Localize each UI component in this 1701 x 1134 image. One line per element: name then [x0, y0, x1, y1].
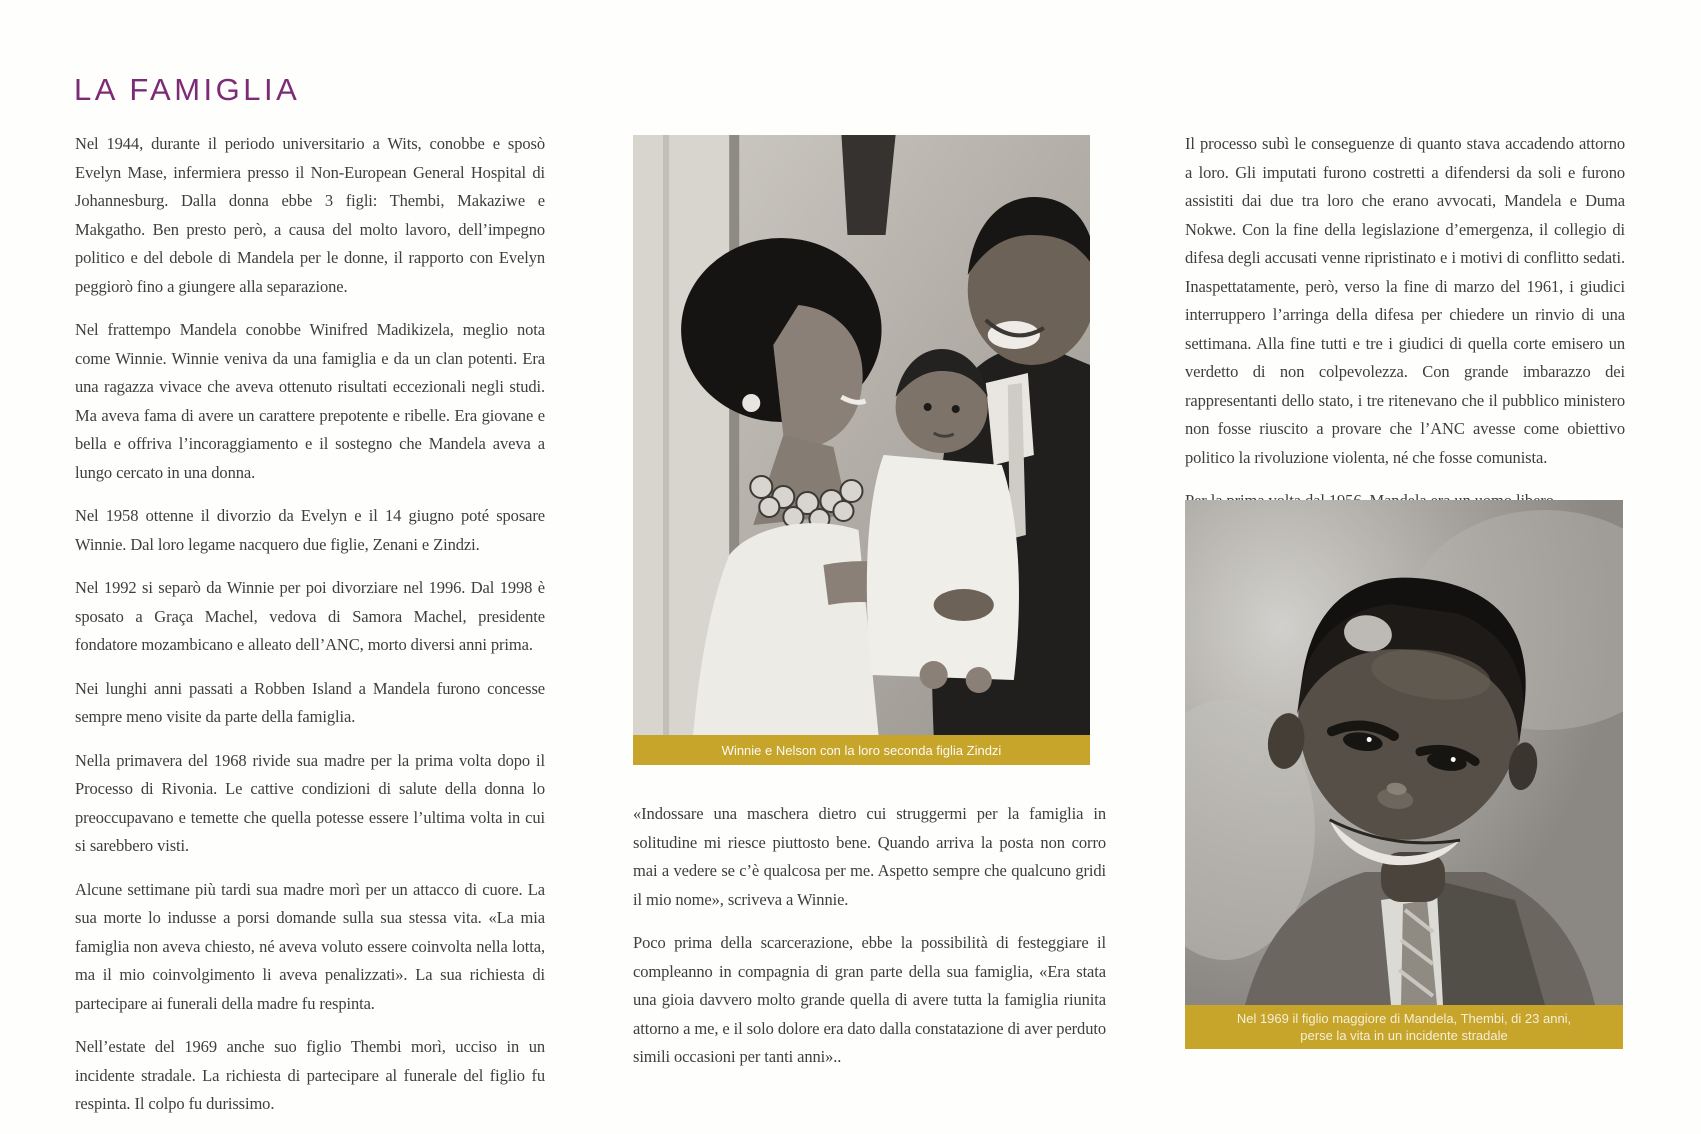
paragraph: Nell’estate del 1969 anche suo figlio Thembi morì, ucciso in un incidente stradale. La richiesta di partecipare al funerale del figlio fu respinta. Il colpo fu durissimo. — [75, 1037, 545, 1113]
paragraph: Nel frattempo Mandela conobbe Winifred Madikizela, meglio nota come Winnie. Winnie veniva da una famiglia e da un clan potenti. Era una ragazza vivace che aveva ottenuto risultati eccezionali negli studi. Ma aveva fama di avere un carattere prepotente e ribelle. Era giovane e bella e offriva l’incoraggiamento e il sostegno che Mandela aveva a lungo cercato in una donna. — [75, 320, 545, 482]
page-title: LA FAMIGLIA — [74, 72, 301, 107]
thembi-photo — [1185, 500, 1623, 1005]
paragraph: «Indossare una maschera dietro cui struggermi per la famiglia in solitudine mi riesce piuttosto bene. Quando arriva la posta non corro mai a vedere se c’è qualcosa per me. Aspetto sempre che qualcuno gridi il mio nome», scriveva a Winnie. — [633, 804, 1106, 909]
paragraph: Nel 1992 si separò da Winnie per poi divorziare nel 1996. Dal 1998 è sposato a Graça Machel, vedova di Samora Machel, presidente fondatore mozambicano e alleato dell’ANC, morto diversi anni prima. — [75, 578, 545, 654]
paragraph: Nella primavera del 1968 rivide sua madre per la prima volta dopo il Processo di Rivonia. Le cattive condizioni di salute della donna lo preoccupavano e temette che quella potesse essere l’ultima volta in cui si sarebbero visti. — [75, 750, 545, 855]
paragraph: Alcune settimane più tardi sua madre morì per un attacco di cuore. La sua morte lo indusse a porsi domande sulla sua stessa vita. «La mia famiglia non aveva chiesto, né aveva voluto essere coinvolta nella lotta, ma il mio coinvolgimento li aveva penalizzati». La sua richiesta di partecipare ai funerali della madre fu respinta. — [75, 879, 545, 1013]
thembi-photo-caption-line2: perse la vita in un incidente stradale — [1300, 1028, 1508, 1043]
paragraph: Poco prima della scarcerazione, ebbe la possibilità di festeggiare il compleanno in compagnia di gran parte della sua famiglia, «Era stata una gioia davvero molto grande quella di avere tutta la famiglia riunita attorno a me, e il solo dolore era dato dalla constatazione di aver perduto simili occasioni per tanti anni».. — [633, 933, 1106, 1066]
family-photo-caption-text: Winnie e Nelson con la loro seconda figlia Zindzi — [721, 742, 1002, 758]
left-text-column — [75, 130, 545, 1134]
middle-text-column — [633, 800, 1106, 1087]
paragraph: Il processo subì le conseguenze di quanto stava accadendo attorno a loro. Gli imputati furono costretti a difendersi da soli e furono assistiti dai due tra loro che erano avvocati, Mandela e Duma Nokwe. Con la fine della legislazione d’emergenza, il collegio di difesa degli accusati venne ripristinato e i motivi di conflitto sedati. Inaspettatamente, però, verso la fine di marzo del 1961, i giudici interruppero l’arringa della difesa per chiedere un rinvio di una settimana. Alla fine tutti e tre i giudici di quella corte emisero un verdetto di non colpevolezza. Con grande imbarazzo dei rappresentanti dello stato, i tre ritenevano che il pubblico ministero non fosse riuscito a provare che l’ANC avesse come obiettivo politico la rivoluzione violenta, né che fosse comunista. — [1185, 134, 1625, 467]
paragraph: Nel 1944, durante il periodo universitario a Wits, conobbe e sposò Evelyn Mase, infermiera presso il Non-European General Hospital di Johannesburg. Dalla donna ebbe 3 figli: Thembi, Makaziwe e Makgatho. Ben presto però, a causa del molto lavoro, dell’impegno politico e del debole di Mandela per le donne, il rapporto con Evelyn peggiorò fino a giungere alla separazione. — [75, 134, 545, 296]
paragraph: Nel 1958 ottenne il divorzio da Evelyn e il 14 giugno poté sposare Winnie. Dal loro legame nacquero due figlie, Zenani e Zindzi. — [75, 506, 545, 554]
paragraph: Nei lunghi anni passati a Robben Island a Mandela furono concesse sempre meno visite da parte della famiglia. — [75, 678, 545, 726]
family-photo-caption — [633, 735, 1090, 765]
right-text-column — [1185, 130, 1625, 531]
family-photo-illustration — [633, 135, 1090, 735]
family-photo — [633, 135, 1090, 735]
thembi-photo-caption — [1185, 1005, 1623, 1049]
thembi-photo-illustration — [1185, 500, 1623, 1005]
thembi-photo-caption-line1: Nel 1969 il figlio maggiore di Mandela, Thembi, di 23 anni, — [1236, 1011, 1572, 1026]
